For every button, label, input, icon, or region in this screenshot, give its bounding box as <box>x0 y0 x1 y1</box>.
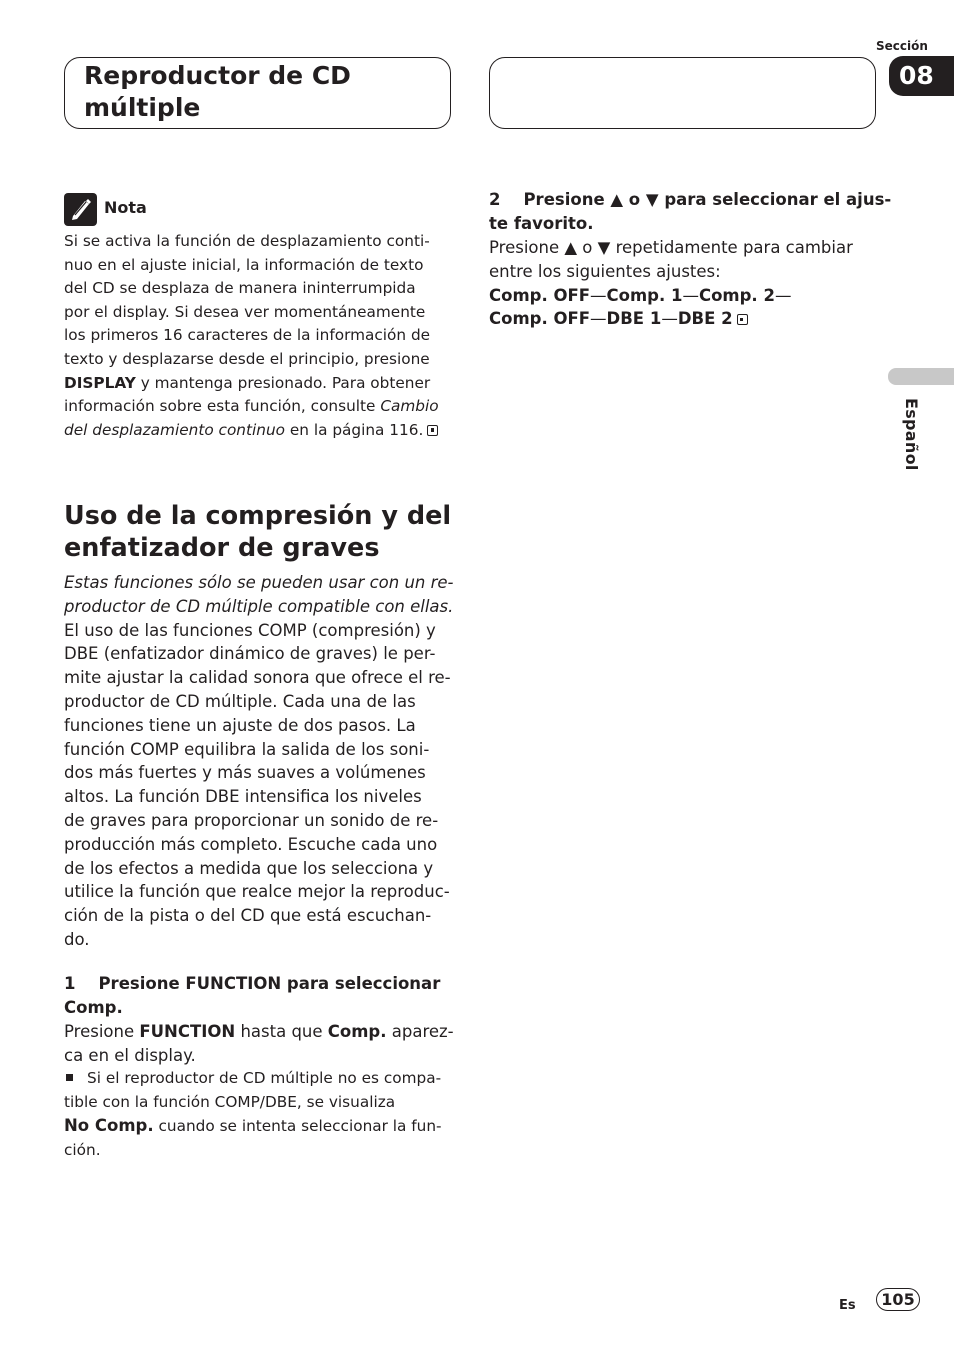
heading-line1: Uso de la compresión y del <box>64 501 452 531</box>
intro-line: ción de la pista o del CD que está escuchan- <box>64 906 432 926</box>
step1-note <box>64 1067 464 1162</box>
comp-label: Comp. <box>327 1022 387 1041</box>
step1-heading-line1: 1 Presione FUNCTION para seleccionar <box>64 974 441 993</box>
page-number: 105 <box>876 1288 920 1311</box>
step2-heading <box>489 188 891 236</box>
section-label: Sección <box>876 39 928 53</box>
note-line-text: en la página 116. <box>285 420 424 439</box>
display-key-label: DISPLAY <box>64 373 136 392</box>
header-title-line2: múltiple <box>84 93 201 122</box>
intro-line: función COMP equilibra la salida de los soni- <box>64 739 430 759</box>
intro-line: de los efectos a medida que los selecciona y <box>64 858 434 878</box>
note-line-text: y mantenga presionado. Para obtener <box>135 373 431 392</box>
step1-heading <box>64 972 440 1020</box>
step1-text: hasta que <box>235 1022 328 1041</box>
note-line: nuo en el ajuste inicial, la información de texto <box>64 255 424 274</box>
step1-note-text: cuando se intenta seleccionar la fun- <box>153 1117 442 1136</box>
settings-sequence-line1 <box>489 284 889 308</box>
step1-body <box>64 1020 464 1068</box>
dash: — <box>682 285 699 305</box>
section-heading <box>64 500 464 564</box>
step1-body-line: ca en el display. <box>64 1045 196 1065</box>
section-number-tab: 08 <box>889 56 954 96</box>
intro-line: El uso de las funciones COMP (compresión) y <box>64 620 436 640</box>
dash: — <box>590 309 607 329</box>
intro-line: dos más fuertes y más suaves a volúmenes <box>64 763 426 783</box>
intro-line: do. <box>64 929 90 949</box>
header-title-line1: Reproductor de CD <box>84 61 351 90</box>
reference-title: del desplazamiento continuo <box>64 420 285 439</box>
language-tab-bar <box>888 368 954 385</box>
step2-body <box>489 236 889 331</box>
step2-heading-line2: te favorito. <box>489 214 594 233</box>
dash: — <box>661 309 678 329</box>
note-line <box>64 395 464 419</box>
page-header-title <box>84 60 444 124</box>
step1-heading-line2: Comp. <box>64 998 123 1017</box>
note-body <box>64 230 464 442</box>
intro-line: mite ajustar la calidad sonora que ofrece el re- <box>64 668 451 688</box>
heading-line2: enfatizador de graves <box>64 533 380 563</box>
step2-heading-line1: 2 Presione ▲ o ▼ para seleccionar el ajus- <box>489 190 892 209</box>
intro-line: utilice la función que realce mejor la reproduc- <box>64 882 450 902</box>
setting-option: Comp. 2 <box>698 285 775 305</box>
intro-italic-line: Estas funciones sólo se pueden usar con un re- <box>64 573 454 592</box>
no-comp-label: No Comp. <box>64 1116 154 1136</box>
step1-note-line: ción. <box>64 1140 101 1159</box>
note-line: del CD se desplaza de manera ininterrumpida <box>64 279 416 298</box>
intro-italic-line: productor de CD múltiple compatible con ellas. <box>64 596 454 616</box>
function-key-label: FUNCTION <box>139 1022 236 1041</box>
end-mark-icon <box>737 314 748 325</box>
step1-text: aparez- <box>386 1022 454 1041</box>
step1-body-line <box>64 1020 464 1044</box>
dash: — <box>774 285 792 305</box>
intro-text <box>64 571 464 952</box>
end-mark-icon <box>427 425 438 436</box>
step1-text: Presione <box>64 1022 140 1041</box>
language-tab-label: Español <box>902 398 921 471</box>
step1-note-text: Si el reproductor de CD múltiple no es compa- <box>87 1069 442 1087</box>
note-line <box>64 419 464 443</box>
setting-option: Comp. OFF <box>489 285 591 305</box>
note-line-text: información sobre esta función, consulte <box>64 397 381 416</box>
note-line: texto y desplazarse desde el principio, presione <box>64 349 430 368</box>
step2-body-line: Presione ▲ o ▼ repetidamente para cambiar <box>489 238 853 257</box>
setting-option: DBE 2 <box>677 309 733 329</box>
step1-note-line <box>64 1114 464 1139</box>
reference-title: Cambio <box>380 397 439 416</box>
step1-note-line: tible con la función COMP/DBE, se visualiza <box>64 1092 396 1111</box>
note-line: los primeros 16 caracteres de la información de <box>64 326 431 345</box>
intro-line: altos. La función DBE intensifica los niveles <box>64 787 422 807</box>
note-line: por el display. Si desea ver momentáneamente <box>64 302 426 321</box>
setting-option: Comp. 1 <box>606 285 683 305</box>
header-empty-box <box>489 57 876 129</box>
note-title: Nota <box>104 198 147 217</box>
footer-lang-code: Es <box>839 1298 856 1313</box>
dash: — <box>590 285 607 305</box>
note-line: Si se activa la función de desplazamiento conti- <box>64 232 430 250</box>
intro-line: de graves para proporcionar un sonido de re- <box>64 810 439 830</box>
intro-line: DBE (enfatizador dinámico de graves) le per- <box>64 644 436 664</box>
settings-sequence-line2 <box>489 307 889 331</box>
bullet-square-icon <box>66 1074 73 1081</box>
step1-note-line <box>64 1067 464 1091</box>
step2-body-line: entre los siguientes ajustes: <box>489 261 721 281</box>
pencil-note-icon <box>64 193 97 226</box>
intro-line: producción más completo. Escuche cada uno <box>64 834 438 854</box>
setting-option: DBE 1 <box>606 309 662 329</box>
note-line <box>64 372 464 396</box>
setting-option: Comp. OFF <box>489 309 591 329</box>
intro-line: funciones tiene un ajuste de dos pasos. La <box>64 715 416 735</box>
intro-line: productor de CD múltiple. Cada una de las <box>64 691 416 711</box>
